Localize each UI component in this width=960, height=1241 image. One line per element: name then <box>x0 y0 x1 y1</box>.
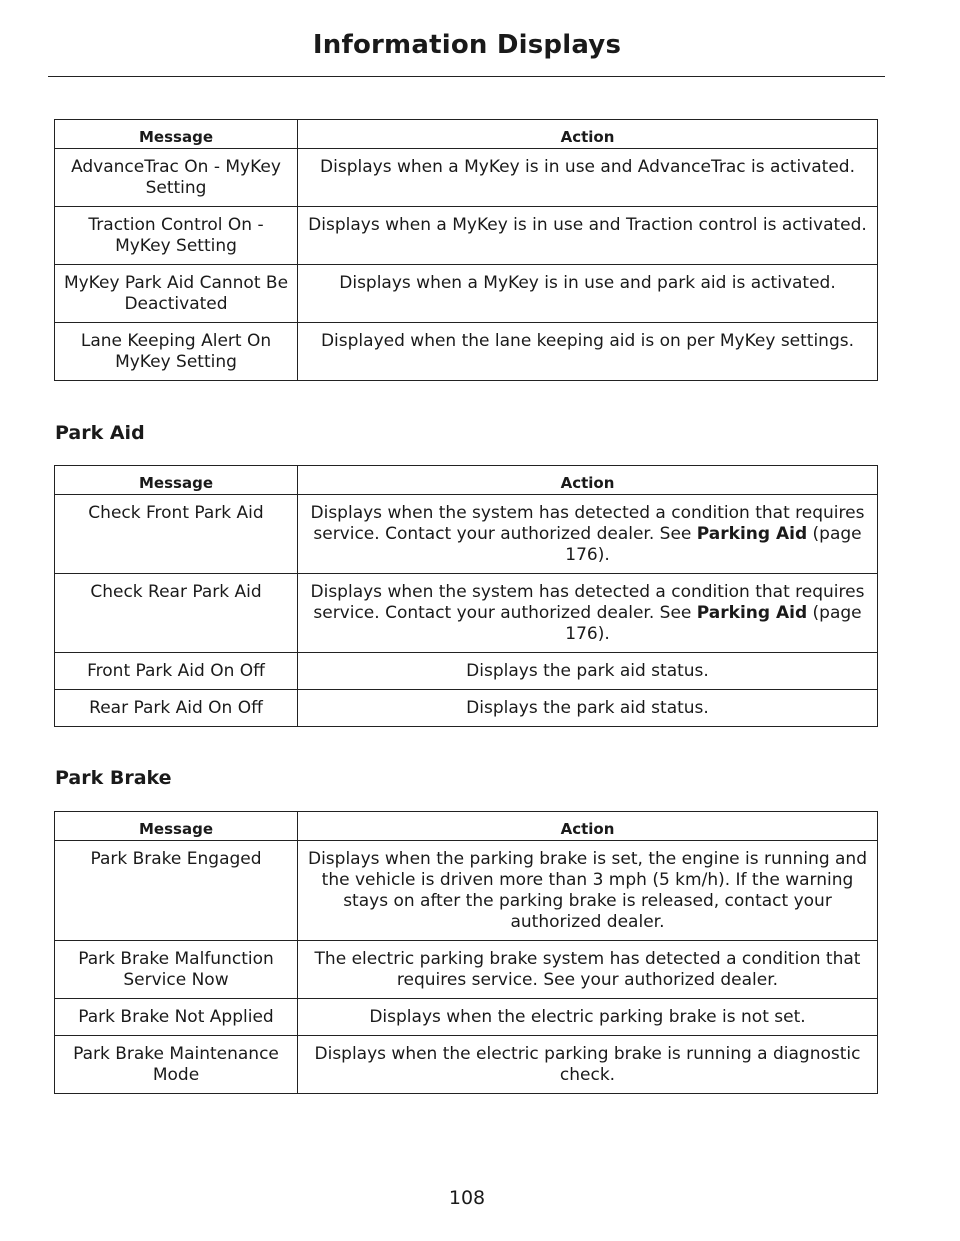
page-number: 108 <box>448 1187 486 1209</box>
title-divider <box>48 76 885 77</box>
page-title: Information Displays <box>312 30 622 60</box>
table-row <box>55 574 878 653</box>
action-text: Displays when the system has detected a condition that requires service. Contact your authorized dealer. See <box>310 503 865 544</box>
table-row <box>55 149 878 207</box>
column-header-message: Message <box>55 466 298 495</box>
message-cell: Check Front Park Aid <box>55 495 298 574</box>
action-cell: Displays when a MyKey is in use and Traction control is activated. <box>298 207 878 265</box>
action-cell: Displays when a MyKey is in use and park aid is activated. <box>298 265 878 323</box>
message-cell: AdvanceTrac On - MyKey Setting <box>55 149 298 207</box>
action-cell <box>298 574 878 653</box>
action-cell: Displays the park aid status. <box>298 653 878 690</box>
table-row <box>55 1036 878 1094</box>
column-header-message: Message <box>55 812 298 841</box>
parking-aid-link[interactable]: Parking Aid <box>696 603 808 623</box>
table-row <box>55 495 878 574</box>
message-cell: Park Brake Engaged <box>55 841 298 941</box>
action-cell: The electric parking brake system has detected a condition that requires service. See your authorized dealer. <box>298 941 878 999</box>
message-cell: Traction Control On - MyKey Setting <box>55 207 298 265</box>
table-row <box>55 265 878 323</box>
park-brake-messages-table <box>54 811 878 1094</box>
table-row <box>55 690 878 727</box>
message-cell: Park Brake Not Applied <box>55 999 298 1036</box>
action-cell: Displayed when the lane keeping aid is on per MyKey settings. <box>298 323 878 381</box>
page-reference: (page 176). <box>565 524 862 565</box>
action-cell: Displays when the electric parking brake is not set. <box>298 999 878 1036</box>
table-row <box>55 653 878 690</box>
table-header-row <box>55 812 878 841</box>
action-cell <box>298 495 878 574</box>
table-row <box>55 999 878 1036</box>
mykey-messages-table <box>54 119 878 381</box>
message-cell: Rear Park Aid On Off <box>55 690 298 727</box>
table-row <box>55 941 878 999</box>
message-cell: Front Park Aid On Off <box>55 653 298 690</box>
action-cell: Displays when the parking brake is set, the engine is running and the vehicle is driven more than 3 mph (5 km/h). If the warning stays on after the parking brake is released, contact your authorized dealer. <box>298 841 878 941</box>
action-cell: Displays when the electric parking brake is running a diagnostic check. <box>298 1036 878 1094</box>
message-cell: Park Brake Maintenance Mode <box>55 1036 298 1094</box>
action-text: Displays when the system has detected a condition that requires service. Contact your authorized dealer. See <box>310 582 865 623</box>
message-cell: MyKey Park Aid Cannot Be Deactivated <box>55 265 298 323</box>
message-cell: Check Rear Park Aid <box>55 574 298 653</box>
section-heading-park-aid: Park Aid <box>55 422 145 444</box>
table-header-row <box>55 466 878 495</box>
column-header-action: Action <box>298 812 878 841</box>
message-cell: Park Brake Malfunction Service Now <box>55 941 298 999</box>
action-cell: Displays when a MyKey is in use and AdvanceTrac is activated. <box>298 149 878 207</box>
column-header-action: Action <box>298 120 878 149</box>
message-cell: Lane Keeping Alert On MyKey Setting <box>55 323 298 381</box>
action-cell: Displays the park aid status. <box>298 690 878 727</box>
table-row <box>55 323 878 381</box>
table-header-row <box>55 120 878 149</box>
column-header-message: Message <box>55 120 298 149</box>
section-heading-park-brake: Park Brake <box>55 767 172 789</box>
column-header-action: Action <box>298 466 878 495</box>
parking-aid-link[interactable]: Parking Aid <box>696 524 808 544</box>
table-row <box>55 841 878 941</box>
page-reference: (page 176). <box>565 603 862 644</box>
park-aid-messages-table <box>54 465 878 727</box>
table-row <box>55 207 878 265</box>
